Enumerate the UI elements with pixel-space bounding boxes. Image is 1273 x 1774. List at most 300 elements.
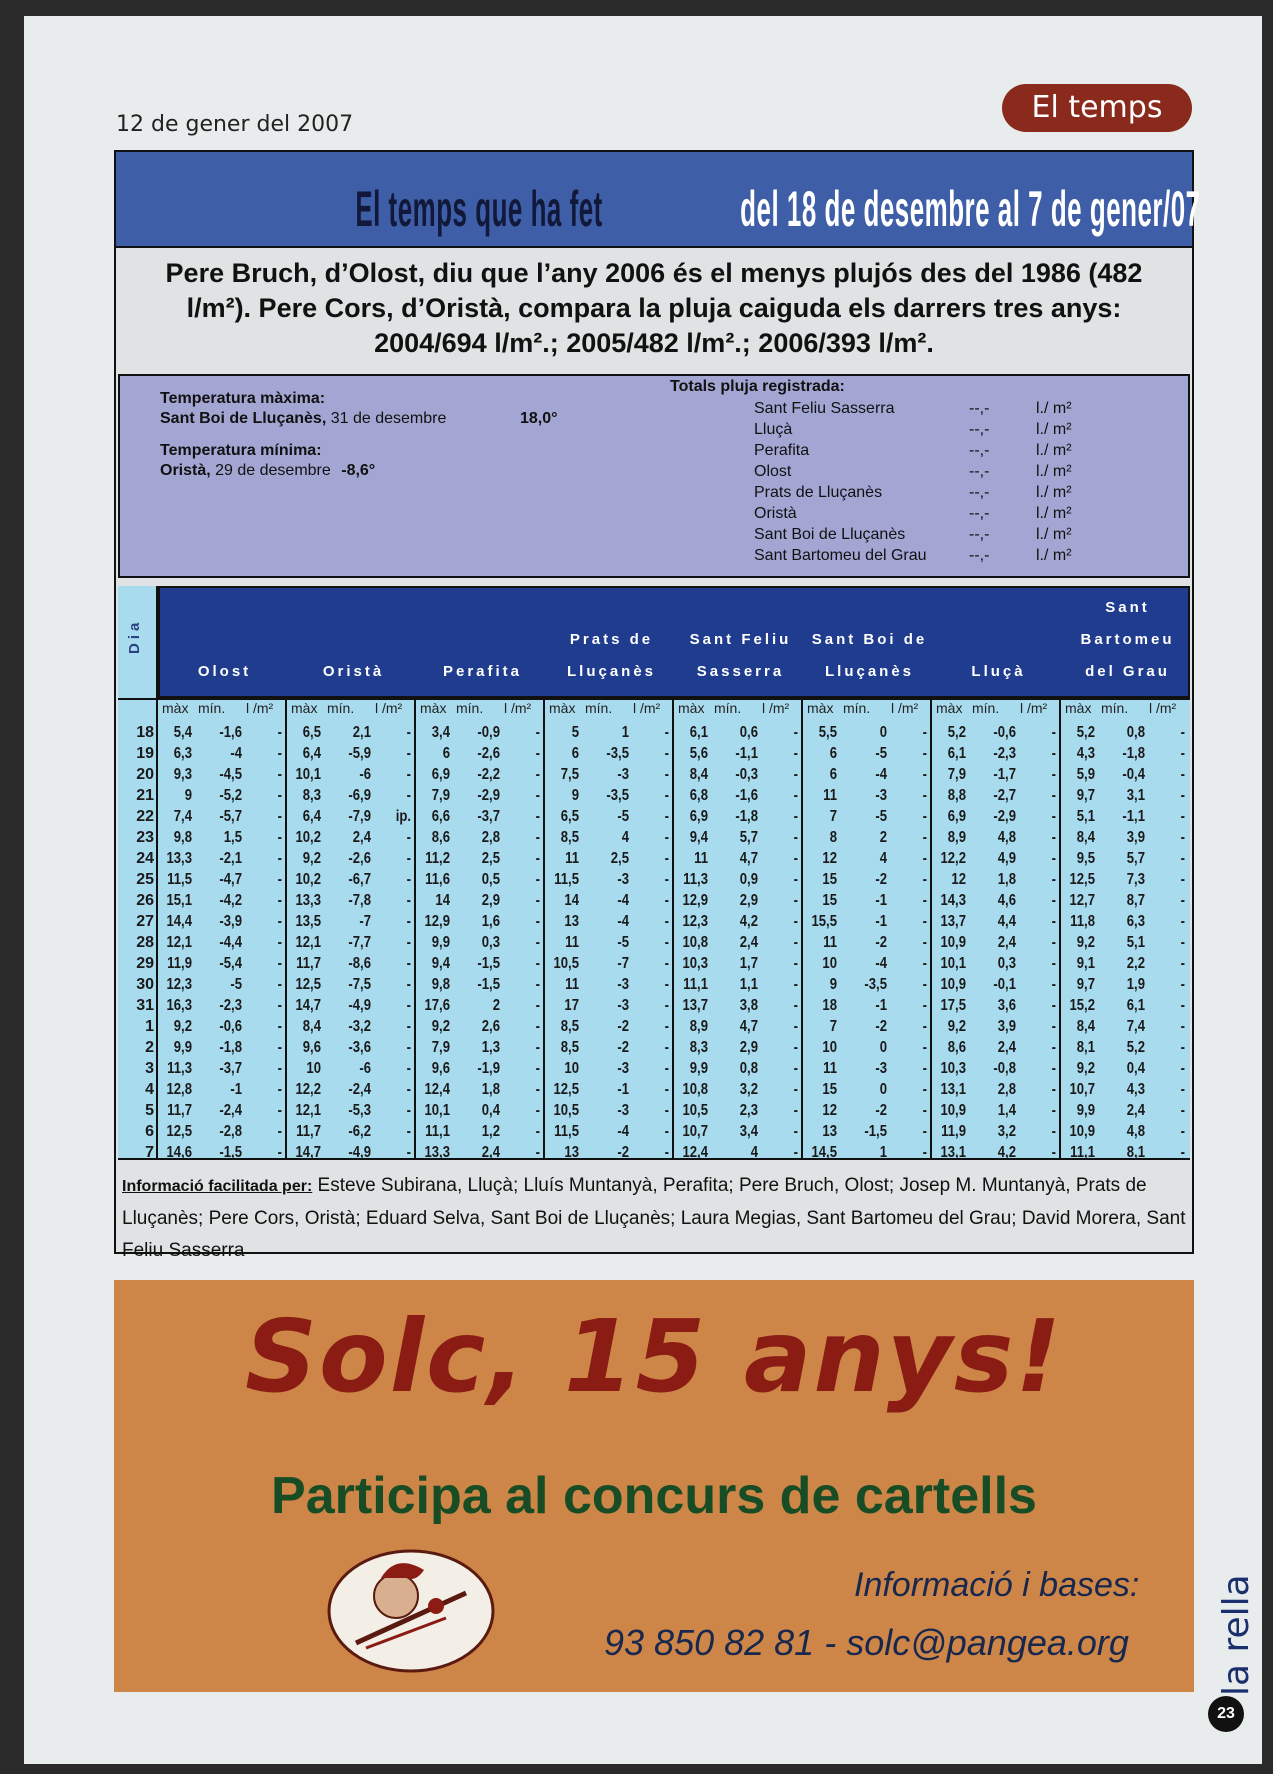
rain-cell: - (922, 1144, 927, 1161)
rain-cell: - (406, 724, 411, 741)
rain-total-row (754, 463, 1114, 484)
max-temp-cell: 13,1 (940, 1144, 966, 1161)
rain-cell: - (793, 724, 798, 741)
min-temp-cell: 2 (879, 829, 887, 846)
max-temp-cell: 15 (822, 871, 837, 888)
max-temp-cell: 7,4 (173, 808, 192, 825)
rain-cell: - (277, 934, 282, 951)
min-temp-cell: 1,2 (481, 1123, 500, 1140)
max-temp-cell: 12,5 (553, 1081, 579, 1098)
min-temp-cell: -3 (875, 787, 887, 804)
max-temp-cell: 8,3 (302, 787, 321, 804)
column-subheader-rain: l /m² (246, 700, 274, 716)
rain-cell: - (535, 1081, 540, 1098)
max-temp-cell: 6,4 (302, 745, 321, 762)
min-temp-cell: -1 (617, 1081, 629, 1098)
table-header (118, 586, 1190, 698)
column-subheader-min: mín. (585, 700, 613, 716)
min-temp-cell: -3 (617, 766, 629, 783)
rain-cell: - (922, 1081, 927, 1098)
station-header-line1: Prats de (569, 631, 654, 648)
max-temp-cell: 7,9 (947, 766, 966, 783)
banner-title-part1: El temps que ha fet (355, 181, 603, 237)
rain-cell: - (1051, 913, 1056, 930)
max-temp-cell: 18 (822, 997, 837, 1014)
max-temp-cell: 12,5 (1069, 871, 1095, 888)
max-temp-cell: 12,7 (1069, 892, 1095, 909)
rain-unit: l./ m² (1036, 442, 1072, 459)
max-temp-cell: 9,3 (173, 766, 192, 783)
min-temp-cell: 1,5 (223, 829, 242, 846)
max-temp-cell: 11,9 (941, 1123, 966, 1140)
max-temp-value: 18,0° (520, 410, 558, 427)
rain-cell: - (1180, 1018, 1185, 1035)
rain-cell: - (1051, 808, 1056, 825)
station-header-line2: Olost (197, 663, 252, 680)
rain-cell: - (1180, 787, 1185, 804)
rain-cell: - (277, 766, 282, 783)
rain-value: --,- (969, 442, 990, 459)
min-temp-cell: -4,5 (219, 766, 242, 783)
max-temp-cell: 14,7 (295, 1144, 321, 1161)
max-temp-cell: 13 (822, 1123, 837, 1140)
rain-cell: - (277, 850, 282, 867)
station-header-line1: Sant Feliu (689, 631, 792, 648)
max-temp-cell: 12 (822, 850, 837, 867)
max-temp-cell: 11,8 (1070, 913, 1095, 930)
max-temp-cell: 9,8 (173, 829, 192, 846)
min-temp-cell: -2 (875, 1018, 887, 1035)
min-temp-cell: 4,9 (997, 850, 1016, 867)
rain-total-row (754, 526, 1114, 547)
station-header-line2: del Grau (1085, 663, 1170, 680)
station-header-line2: Oristà (322, 663, 385, 680)
min-temp-cell: -8,6 (348, 955, 371, 972)
min-temp-cell: 4,3 (1126, 1081, 1145, 1098)
rain-cell: - (406, 829, 411, 846)
max-temp-cell: 12,1 (295, 934, 321, 951)
column-subheader-rain: l /m² (375, 700, 403, 716)
day-label: 23 (136, 829, 154, 846)
rain-cell: - (1051, 1018, 1056, 1035)
min-temp-cell: -0,3 (735, 766, 758, 783)
max-temp-cell: 15 (822, 1081, 837, 1098)
min-temp-cell: 1,8 (997, 871, 1016, 888)
max-temp-cell: 12,4 (682, 1144, 708, 1161)
max-temp-cell: 11,1 (1070, 1144, 1095, 1161)
min-temp-cell: -4,7 (219, 871, 242, 888)
min-temp-cell: -5 (617, 808, 629, 825)
day-label: 20 (136, 766, 154, 783)
rain-cell: - (277, 1102, 282, 1119)
min-temp-cell: -2,3 (993, 745, 1016, 762)
max-temp-cell: 13,7 (940, 913, 966, 930)
column-subheader-min: mín. (198, 700, 226, 716)
min-temp-cell: -1 (875, 892, 887, 909)
column-subheader-min: mín. (714, 700, 742, 716)
rain-cell: - (277, 892, 282, 909)
min-temp-cell: 7,3 (1126, 871, 1145, 888)
max-temp-cell: 11 (565, 850, 579, 867)
rain-unit: l./ m² (1036, 400, 1072, 417)
min-temp-cell: 2,1 (352, 724, 371, 741)
min-temp-cell: 2,5 (481, 850, 500, 867)
max-temp-cell: 16,3 (166, 997, 192, 1014)
rain-cell: - (406, 1018, 411, 1035)
day-column-label: Dia (126, 618, 143, 654)
min-temp-cell: 3,2 (997, 1123, 1016, 1140)
rain-cell: - (922, 955, 927, 972)
max-temp-cell: 7,9 (431, 787, 450, 804)
rain-cell: - (1051, 1081, 1056, 1098)
rain-cell: - (922, 934, 927, 951)
max-temp-cell: 12 (822, 1102, 837, 1119)
min-temp-cell: 4,4 (997, 913, 1016, 930)
ad-contact: 93 850 82 81 - solc@pangea.org (604, 1622, 1129, 1663)
rain-cell: - (535, 1102, 540, 1119)
max-temp-cell: 11,5 (554, 1123, 579, 1140)
rain-cell: - (1051, 766, 1056, 783)
min-temp-cell: 1,9 (1126, 976, 1145, 993)
min-temp-cell: -1 (230, 1081, 242, 1098)
rain-station: Sant Boi de Lluçanès (754, 526, 906, 543)
day-label: 6 (145, 1123, 154, 1140)
max-temp-cell: 15,5 (811, 913, 837, 930)
min-temp-cell: -2 (875, 1102, 887, 1119)
rain-cell: - (1051, 850, 1056, 867)
max-temp-cell: 9,2 (1076, 934, 1095, 951)
rain-cell: - (1051, 829, 1056, 846)
rain-cell: - (922, 787, 927, 804)
max-temp-cell: 10,5 (553, 955, 579, 972)
rain-cell: - (277, 745, 282, 762)
min-temp-cell: -3,2 (348, 1018, 371, 1035)
station-header-line2: Lluçà (971, 663, 1026, 680)
max-temp-cell: 6,9 (947, 808, 966, 825)
min-temp-cell: -2,6 (477, 745, 500, 762)
max-temp-cell: 5 (571, 724, 579, 741)
min-temp-cell: 3,9 (1126, 829, 1145, 846)
day-label: 19 (136, 745, 154, 762)
min-temp-cell: -3 (875, 1060, 887, 1077)
max-temp-cell: 6,1 (947, 745, 966, 762)
max-temp-cell: 11,5 (167, 871, 192, 888)
rain-cell: - (1180, 1123, 1185, 1140)
max-temp-cell: 8,6 (947, 1039, 966, 1056)
min-temp-cell: 1,3 (481, 1039, 500, 1056)
rain-station: Sant Bartomeu del Grau (754, 547, 927, 564)
rain-cell: - (535, 1039, 540, 1056)
column-subheader-max: màx (420, 700, 447, 716)
rain-cell: - (535, 787, 540, 804)
rain-cell: - (277, 808, 282, 825)
min-temp-cell: 1 (879, 1144, 887, 1161)
section-badge: El temps (1002, 84, 1192, 132)
column-subheader-max: màx (162, 700, 189, 716)
min-temp-cell: -2,2 (477, 766, 500, 783)
credits (122, 1170, 1188, 1267)
max-temp-cell: 9,2 (431, 1018, 450, 1035)
max-temp-cell: 8,4 (1076, 829, 1095, 846)
max-temp-cell: 14 (564, 892, 579, 909)
min-temp-cell: -2 (617, 1144, 629, 1161)
min-temp-cell: -6 (359, 1060, 371, 1077)
min-temp-cell: 2,4 (352, 829, 371, 846)
rain-cell: - (793, 934, 798, 951)
column-subheader-min: mín. (972, 700, 1000, 716)
column-subheader-min: mín. (843, 700, 871, 716)
max-temp-cell: 10,7 (682, 1123, 708, 1140)
min-temp-cell: -1,9 (477, 1060, 500, 1077)
rain-cell: - (922, 745, 927, 762)
rain-cell: - (1051, 1039, 1056, 1056)
max-temp-cell: 6,8 (689, 787, 708, 804)
max-temp-cell: 13,5 (295, 913, 321, 930)
min-temp-cell: 2,4 (997, 1039, 1016, 1056)
max-temp-cell: 6,9 (689, 808, 708, 825)
rain-unit: l./ m² (1036, 484, 1072, 501)
max-temp-cell: 11 (565, 934, 579, 951)
max-temp-cell: 9,7 (1076, 787, 1095, 804)
rain-cell: - (277, 871, 282, 888)
min-temp-cell: 0,4 (1126, 1060, 1145, 1077)
rain-cell: - (793, 808, 798, 825)
min-temp-cell: 0,8 (739, 1060, 758, 1077)
max-temp-cell: 15,2 (1069, 997, 1095, 1014)
max-temp-cell: 6 (829, 766, 837, 783)
min-temp-cell: -5,3 (348, 1102, 371, 1119)
max-temp-cell: 11,5 (554, 871, 579, 888)
max-temp-cell: 6,5 (560, 808, 579, 825)
rain-cell: - (793, 766, 798, 783)
station-header (160, 656, 289, 688)
min-temp-cell: -5,2 (219, 787, 242, 804)
min-temp-cell: -2,9 (477, 787, 500, 804)
min-temp-cell: 3,8 (739, 997, 758, 1014)
rain-cell: - (277, 1144, 282, 1161)
rain-cell: - (664, 787, 669, 804)
max-temp-cell: 10 (564, 1060, 579, 1077)
min-temp-cell: -2,4 (348, 1081, 371, 1098)
min-temp-cell: -2 (617, 1018, 629, 1035)
max-temp-cell: 11,9 (167, 955, 192, 972)
min-temp-cell: 4,7 (739, 1018, 758, 1035)
rain-cell: - (793, 1102, 798, 1119)
min-temp-cell: -1,1 (1122, 808, 1145, 825)
min-temp-cell: -5 (875, 808, 887, 825)
rain-cell: - (406, 976, 411, 993)
max-temp-cell: 8,4 (1076, 1018, 1095, 1035)
rain-cell: - (1051, 955, 1056, 972)
station-header-line2: Lluçanès (566, 663, 657, 680)
rain-cell: - (1180, 808, 1185, 825)
rain-cell: - (664, 976, 669, 993)
max-temp-cell: 7,5 (560, 766, 579, 783)
max-temp-cell: 5,1 (1076, 808, 1095, 825)
max-temp-cell: 8,1 (1076, 1039, 1095, 1056)
max-temp-cell: 8,5 (560, 1039, 579, 1056)
min-temp-cell: -3,7 (477, 808, 500, 825)
max-temp-cell: 13,3 (295, 892, 321, 909)
max-temp-cell: 11,1 (683, 976, 708, 993)
min-temp-cell: 0,3 (481, 934, 500, 951)
rain-cell: - (664, 1144, 669, 1161)
rain-cell: - (922, 808, 927, 825)
station-header-line2: Perafita (442, 663, 523, 680)
min-temp-cell: 0,6 (739, 724, 758, 741)
rain-station: Oristà (754, 505, 797, 522)
rain-cell: - (406, 1102, 411, 1119)
day-label: 1 (145, 1018, 154, 1035)
rain-cell: - (1180, 1102, 1185, 1119)
max-temp-cell: 11,2 (425, 850, 450, 867)
rain-station: Perafita (754, 442, 810, 459)
rain-cell: - (406, 913, 411, 930)
rain-total-row (754, 547, 1114, 568)
column-divider (1059, 700, 1061, 1158)
min-temp-cell: -2 (617, 1039, 629, 1056)
min-temp-cell: -3 (617, 1060, 629, 1077)
min-temp-cell: -3 (617, 997, 629, 1014)
max-temp-cell: 5,5 (818, 724, 837, 741)
rain-cell: - (1180, 850, 1185, 867)
max-temp-cell: 11 (823, 934, 837, 951)
station-header (289, 656, 418, 688)
min-temp-cell: -0,4 (1122, 766, 1145, 783)
day-label: 4 (145, 1081, 154, 1098)
rain-cell: - (406, 955, 411, 972)
max-temp-cell: 8,3 (689, 1039, 708, 1056)
rain-cell: - (922, 724, 927, 741)
rain-cell: - (277, 955, 282, 972)
min-temp-cell: -4 (875, 766, 887, 783)
max-temp-cell: 14,7 (295, 997, 321, 1014)
min-temp-cell: -0,8 (993, 1060, 1016, 1077)
rain-cell: - (535, 829, 540, 846)
min-temp-cell: -3 (617, 871, 629, 888)
max-temp-cell: 9,2 (1076, 1060, 1095, 1077)
min-temp-cell: -1,5 (477, 955, 500, 972)
rain-cell: - (406, 850, 411, 867)
min-temp-cell: -7,8 (348, 892, 371, 909)
min-temp-cell: -1,1 (735, 745, 758, 762)
min-temp-cell: -3,6 (348, 1039, 371, 1056)
min-temp-cell: -1,8 (735, 808, 758, 825)
rain-cell: - (664, 829, 669, 846)
min-temp-cell: 3,4 (739, 1123, 758, 1140)
min-temp-cell: 4 (879, 850, 887, 867)
max-temp-cell: 8,9 (947, 829, 966, 846)
min-temp-cell: -2 (875, 871, 887, 888)
rain-cell: - (793, 829, 798, 846)
rain-cell: - (1051, 724, 1056, 741)
rain-cell: - (535, 892, 540, 909)
max-temp-cell: 9,5 (1076, 850, 1095, 867)
max-temp-cell: 9,2 (173, 1018, 192, 1035)
max-temp-cell: 10,1 (940, 955, 966, 972)
column-subheader-min: mín. (1101, 700, 1129, 716)
max-temp-cell: 12,2 (295, 1081, 321, 1098)
column-subheader-rain: l /m² (1020, 700, 1048, 716)
min-temp-cell: -4,4 (219, 934, 242, 951)
min-temp-cell: 7,4 (1126, 1018, 1145, 1035)
min-temp-cell: 3,2 (739, 1081, 758, 1098)
day-label: 26 (136, 892, 154, 909)
min-temp-cell: 4,8 (997, 829, 1016, 846)
max-temp-cell: 9,7 (1076, 976, 1095, 993)
min-temp-cell: 6,3 (1126, 913, 1145, 930)
max-temp-cell: 12,1 (295, 1102, 321, 1119)
max-temp-cell: 9,9 (689, 1060, 708, 1077)
min-temp-cell: 3,6 (997, 997, 1016, 1014)
rain-cell: - (406, 1081, 411, 1098)
rain-unit: l./ m² (1036, 421, 1072, 438)
rain-cell: - (406, 1060, 411, 1077)
rain-cell: - (277, 1123, 282, 1140)
rain-cell: - (664, 892, 669, 909)
rain-cell: - (277, 724, 282, 741)
rain-cell: - (406, 787, 411, 804)
rain-cell: - (277, 1081, 282, 1098)
min-temp-cell: -0,6 (219, 1018, 242, 1035)
rain-cell: - (1051, 745, 1056, 762)
max-temp-cell: 14,4 (166, 913, 192, 930)
max-temp-cell: 12,4 (424, 1081, 450, 1098)
rain-cell: - (277, 976, 282, 993)
rain-cell: - (793, 1144, 798, 1161)
rain-cell: - (664, 1039, 669, 1056)
rain-value: --,- (969, 547, 990, 564)
rain-cell: - (1051, 1123, 1056, 1140)
rain-cell: - (277, 1060, 282, 1077)
max-temp-cell: 10,9 (1069, 1123, 1095, 1140)
day-label: 3 (145, 1060, 154, 1077)
day-label: 5 (145, 1102, 154, 1119)
rain-unit: l./ m² (1036, 463, 1072, 480)
weather-article (114, 150, 1201, 1261)
min-temp-cell: -6,9 (348, 787, 371, 804)
rain-cell: - (535, 1060, 540, 1077)
max-temp-cell: 6,4 (302, 808, 321, 825)
min-temp-cell: -1,8 (1122, 745, 1145, 762)
rain-unit: l./ m² (1036, 547, 1072, 564)
min-temp-cell: -7 (359, 913, 371, 930)
solc-advertisement (114, 1280, 1194, 1692)
min-temp-cell: -7,9 (348, 808, 371, 825)
column-subheader-rain: l /m² (504, 700, 532, 716)
rain-cell: - (535, 1144, 540, 1161)
rain-cell: - (922, 997, 927, 1014)
max-temp-cell: 11,1 (425, 1123, 450, 1140)
min-temp-cell: -0,9 (477, 724, 500, 741)
min-temp-cell: -7 (617, 955, 629, 972)
max-temp-cell: 10,5 (682, 1102, 708, 1119)
rain-cell: - (664, 850, 669, 867)
rain-cell: - (406, 934, 411, 951)
max-temp-line (160, 410, 446, 428)
rain-cell: - (277, 1018, 282, 1035)
rain-cell: - (793, 850, 798, 867)
max-temp-cell: 10 (822, 955, 837, 972)
min-temp-cell: 4,7 (739, 850, 758, 867)
rain-cell: - (922, 892, 927, 909)
rain-total-row (754, 484, 1114, 505)
min-temp-cell: -0,1 (993, 976, 1016, 993)
article-banner (116, 152, 1201, 248)
rain-cell: - (922, 1060, 927, 1077)
max-temp-cell: 6,9 (431, 766, 450, 783)
rain-cell: - (793, 1123, 798, 1140)
